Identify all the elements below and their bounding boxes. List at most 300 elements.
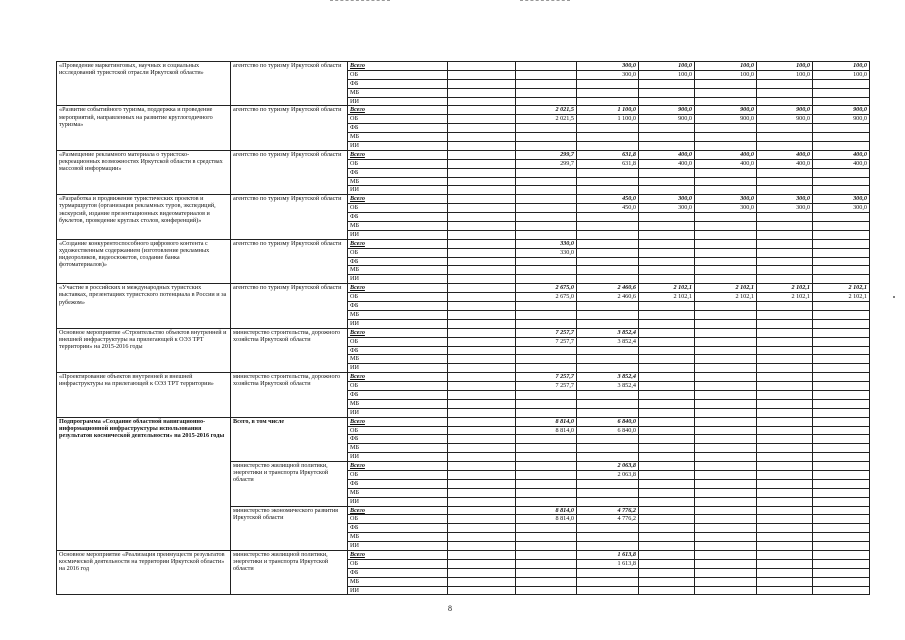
value-cell-empty xyxy=(448,284,516,293)
value-cell xyxy=(577,248,639,257)
measure-name: «Проведение маркетинговых, научных и социальных исследований туристской отрасли Иркутской области» xyxy=(57,62,231,106)
value-cell: 3 852,4 xyxy=(577,382,639,391)
funding-source: ИИ xyxy=(348,275,448,284)
value-cell xyxy=(577,390,639,399)
value-cell xyxy=(757,222,813,231)
value-cell-empty xyxy=(448,168,516,177)
value-cell xyxy=(516,142,577,151)
value-cell xyxy=(639,399,695,408)
value-cell xyxy=(577,435,639,444)
value-cell xyxy=(516,213,577,222)
value-cell-empty xyxy=(448,559,516,568)
value-cell xyxy=(813,230,870,239)
value-cell xyxy=(695,364,757,373)
funding-source: ОБ xyxy=(348,248,448,257)
value-cell-empty xyxy=(448,346,516,355)
value-cell-empty xyxy=(448,248,516,257)
value-cell xyxy=(757,497,813,506)
funding-source: ФБ xyxy=(348,479,448,488)
value-cell xyxy=(516,462,577,471)
value-cell: 3 852,4 xyxy=(577,337,639,346)
value-cell xyxy=(639,408,695,417)
value-cell: 100,0 xyxy=(639,62,695,71)
table-row xyxy=(57,284,870,293)
value-cell xyxy=(516,124,577,133)
value-cell xyxy=(695,399,757,408)
value-cell xyxy=(639,88,695,97)
value-cell: 8 814,0 xyxy=(516,515,577,524)
funding-source: ФБ xyxy=(348,124,448,133)
value-cell xyxy=(695,142,757,151)
value-cell xyxy=(813,515,870,524)
value-cell xyxy=(813,319,870,328)
value-cell xyxy=(577,524,639,533)
executor-name: агентство по туризму Иркутской области xyxy=(231,195,348,239)
value-cell xyxy=(639,390,695,399)
value-cell xyxy=(516,310,577,319)
value-cell xyxy=(813,426,870,435)
value-cell xyxy=(695,550,757,559)
value-cell xyxy=(577,124,639,133)
value-cell: 300,0 xyxy=(695,204,757,213)
funding-source: ИИ xyxy=(348,364,448,373)
value-cell: 2 102,1 xyxy=(757,293,813,302)
executor-name: агентство по туризму Иркутской области xyxy=(231,62,348,106)
value-cell: 300,0 xyxy=(639,204,695,213)
value-cell: 300,0 xyxy=(639,195,695,204)
value-cell-empty xyxy=(448,506,516,515)
scan-speck xyxy=(893,296,895,298)
funding-source: Всего xyxy=(348,239,448,248)
value-cell-empty xyxy=(448,382,516,391)
value-cell: 900,0 xyxy=(639,106,695,115)
value-cell-empty xyxy=(448,364,516,373)
value-cell-empty xyxy=(448,88,516,97)
value-cell xyxy=(757,230,813,239)
value-cell-empty xyxy=(448,550,516,559)
value-cell xyxy=(516,390,577,399)
value-cell-empty xyxy=(448,435,516,444)
value-cell xyxy=(813,417,870,426)
value-cell xyxy=(516,346,577,355)
value-cell: 2 675,0 xyxy=(516,284,577,293)
value-cell xyxy=(813,186,870,195)
funding-source: ОБ xyxy=(348,115,448,124)
value-cell xyxy=(639,257,695,266)
value-cell xyxy=(639,426,695,435)
value-cell xyxy=(813,382,870,391)
value-cell xyxy=(695,133,757,142)
value-cell xyxy=(577,408,639,417)
value-cell xyxy=(813,328,870,337)
value-cell xyxy=(757,542,813,551)
value-cell xyxy=(577,275,639,284)
value-cell xyxy=(639,355,695,364)
value-cell xyxy=(757,568,813,577)
value-cell-empty xyxy=(448,177,516,186)
value-cell xyxy=(695,97,757,106)
value-cell xyxy=(516,302,577,311)
value-cell-empty xyxy=(448,542,516,551)
value-cell xyxy=(639,470,695,479)
value-cell: 330,0 xyxy=(516,239,577,248)
value-cell xyxy=(577,364,639,373)
value-cell xyxy=(695,168,757,177)
value-cell-empty xyxy=(448,159,516,168)
value-cell: 300,0 xyxy=(757,195,813,204)
measure-name: Основное мероприятие «Реализация преимуществ результатов космической деятельности на территории Иркутской области» на 2016 год xyxy=(57,550,231,594)
value-cell xyxy=(695,355,757,364)
funding-source: МБ xyxy=(348,577,448,586)
value-cell xyxy=(813,124,870,133)
value-cell xyxy=(516,577,577,586)
value-cell-empty xyxy=(448,453,516,462)
value-cell-empty xyxy=(448,195,516,204)
value-cell xyxy=(813,168,870,177)
value-cell xyxy=(757,328,813,337)
funding-source: МБ xyxy=(348,355,448,364)
value-cell xyxy=(516,70,577,79)
value-cell xyxy=(813,79,870,88)
value-cell: 100,0 xyxy=(813,70,870,79)
value-cell xyxy=(757,168,813,177)
value-cell xyxy=(639,364,695,373)
value-cell xyxy=(639,382,695,391)
table-row xyxy=(57,373,870,382)
funding-source: Всего xyxy=(348,373,448,382)
value-cell xyxy=(695,239,757,248)
funding-source: ОБ xyxy=(348,470,448,479)
value-cell xyxy=(757,355,813,364)
value-cell xyxy=(813,310,870,319)
value-cell: 450,0 xyxy=(577,204,639,213)
funding-source: ИИ xyxy=(348,586,448,595)
value-cell xyxy=(757,213,813,222)
value-cell xyxy=(695,213,757,222)
value-cell xyxy=(639,479,695,488)
value-cell-empty xyxy=(448,70,516,79)
value-cell xyxy=(639,302,695,311)
value-cell-empty xyxy=(448,497,516,506)
value-cell xyxy=(757,275,813,284)
value-cell xyxy=(757,364,813,373)
table-row xyxy=(57,417,870,426)
value-cell-empty xyxy=(448,408,516,417)
value-cell: 7 257,7 xyxy=(516,328,577,337)
value-cell xyxy=(695,222,757,231)
value-cell xyxy=(813,275,870,284)
value-cell xyxy=(695,559,757,568)
value-cell xyxy=(757,426,813,435)
value-cell xyxy=(757,337,813,346)
value-cell xyxy=(813,266,870,275)
value-cell xyxy=(813,355,870,364)
value-cell xyxy=(639,533,695,542)
value-cell: 100,0 xyxy=(813,62,870,71)
value-cell xyxy=(577,533,639,542)
funding-source: ОБ xyxy=(348,70,448,79)
funding-source: ФБ xyxy=(348,346,448,355)
value-cell xyxy=(516,542,577,551)
value-cell: 900,0 xyxy=(813,106,870,115)
value-cell: 7 257,7 xyxy=(516,373,577,382)
funding-source: ОБ xyxy=(348,559,448,568)
funding-source: ОБ xyxy=(348,382,448,391)
value-cell xyxy=(639,506,695,515)
funding-source: ОБ xyxy=(348,293,448,302)
value-cell xyxy=(695,444,757,453)
funding-source: Всего xyxy=(348,62,448,71)
value-cell: 1 100,0 xyxy=(577,106,639,115)
funding-source: Всего xyxy=(348,417,448,426)
value-cell xyxy=(695,453,757,462)
value-cell xyxy=(577,319,639,328)
funding-source: ИИ xyxy=(348,186,448,195)
value-cell xyxy=(757,239,813,248)
value-cell: 8 814,0 xyxy=(516,417,577,426)
value-cell-empty xyxy=(448,568,516,577)
funding-source: ИИ xyxy=(348,497,448,506)
funding-source: МБ xyxy=(348,133,448,142)
value-cell xyxy=(577,222,639,231)
value-cell xyxy=(695,310,757,319)
value-cell xyxy=(516,533,577,542)
value-cell xyxy=(695,435,757,444)
value-cell xyxy=(577,88,639,97)
value-cell xyxy=(695,577,757,586)
value-cell: 300,0 xyxy=(577,62,639,71)
value-cell: 299,7 xyxy=(516,150,577,159)
value-cell: 400,0 xyxy=(757,159,813,168)
value-cell-empty xyxy=(448,79,516,88)
value-cell: 2 021,5 xyxy=(516,106,577,115)
value-cell: 2 021,5 xyxy=(516,115,577,124)
value-cell xyxy=(695,586,757,595)
value-cell xyxy=(577,257,639,266)
value-cell: 300,0 xyxy=(813,195,870,204)
value-cell: 900,0 xyxy=(813,115,870,124)
value-cell xyxy=(813,302,870,311)
value-cell xyxy=(757,373,813,382)
value-cell xyxy=(639,168,695,177)
value-cell xyxy=(516,488,577,497)
funding-source: МБ xyxy=(348,266,448,275)
funding-source: Всего xyxy=(348,284,448,293)
value-cell xyxy=(813,444,870,453)
value-cell: 6 840,0 xyxy=(577,426,639,435)
value-cell xyxy=(757,382,813,391)
value-cell-empty xyxy=(448,150,516,159)
value-cell xyxy=(757,559,813,568)
value-cell xyxy=(695,524,757,533)
value-cell xyxy=(813,373,870,382)
value-cell xyxy=(813,399,870,408)
funding-source: ФБ xyxy=(348,257,448,266)
value-cell xyxy=(757,266,813,275)
value-cell xyxy=(695,230,757,239)
value-cell xyxy=(813,559,870,568)
funding-source: ОБ xyxy=(348,159,448,168)
funding-source: МБ xyxy=(348,533,448,542)
value-cell xyxy=(813,213,870,222)
executor-name: министерство строительства, дорожного хозяйства Иркутской области xyxy=(231,373,348,417)
value-cell-empty xyxy=(448,302,516,311)
value-cell xyxy=(639,133,695,142)
value-cell xyxy=(639,337,695,346)
value-cell xyxy=(757,133,813,142)
value-cell: 4 776,2 xyxy=(577,515,639,524)
value-cell xyxy=(516,133,577,142)
value-cell xyxy=(639,230,695,239)
value-cell xyxy=(695,275,757,284)
value-cell xyxy=(757,97,813,106)
value-cell: 2 460,6 xyxy=(577,284,639,293)
value-cell xyxy=(813,550,870,559)
value-cell xyxy=(813,364,870,373)
value-cell xyxy=(757,346,813,355)
value-cell xyxy=(757,524,813,533)
executor-name: министерство строительства, дорожного хозяйства Иркутской области xyxy=(231,328,348,372)
funding-source: ФБ xyxy=(348,168,448,177)
value-cell xyxy=(516,222,577,231)
value-cell xyxy=(516,444,577,453)
value-cell-empty xyxy=(448,293,516,302)
value-cell xyxy=(639,550,695,559)
value-cell xyxy=(577,79,639,88)
value-cell xyxy=(757,417,813,426)
value-cell: 2 102,1 xyxy=(695,284,757,293)
value-cell xyxy=(757,470,813,479)
value-cell-empty xyxy=(448,97,516,106)
value-cell xyxy=(757,142,813,151)
value-cell xyxy=(757,408,813,417)
funding-source: МБ xyxy=(348,88,448,97)
value-cell-empty xyxy=(448,355,516,364)
value-cell xyxy=(577,186,639,195)
value-cell-empty xyxy=(448,444,516,453)
value-cell xyxy=(577,577,639,586)
value-cell xyxy=(695,177,757,186)
funding-source: ФБ xyxy=(348,435,448,444)
funding-source: ИИ xyxy=(348,230,448,239)
value-cell: 900,0 xyxy=(757,106,813,115)
value-cell xyxy=(695,479,757,488)
value-cell xyxy=(516,435,577,444)
funding-source: ОБ xyxy=(348,515,448,524)
funding-source: ФБ xyxy=(348,302,448,311)
value-cell xyxy=(695,266,757,275)
value-cell: 7 257,7 xyxy=(516,337,577,346)
funding-source: МБ xyxy=(348,444,448,453)
value-cell: 2 102,1 xyxy=(757,284,813,293)
value-cell: 100,0 xyxy=(695,62,757,71)
value-cell xyxy=(639,310,695,319)
funding-source: МБ xyxy=(348,399,448,408)
executor-name: министерство экономического развития Иркутской области xyxy=(231,506,348,550)
funding-source: ОБ xyxy=(348,204,448,213)
budget-table xyxy=(56,61,870,595)
value-cell xyxy=(757,79,813,88)
value-cell: 900,0 xyxy=(695,115,757,124)
value-cell-empty xyxy=(448,222,516,231)
value-cell xyxy=(639,586,695,595)
page-number: 8 xyxy=(448,604,452,613)
value-cell xyxy=(813,533,870,542)
value-cell-empty xyxy=(448,124,516,133)
funding-source: ИИ xyxy=(348,542,448,551)
value-cell xyxy=(695,319,757,328)
value-cell-empty xyxy=(448,142,516,151)
value-cell xyxy=(639,497,695,506)
measure-name: «Развитие событийного туризма, поддержка и проведение мероприятий, направленных на развитие круглогодичного туризма» xyxy=(57,106,231,150)
value-cell xyxy=(757,577,813,586)
value-cell xyxy=(813,506,870,515)
executor-name: агентство по туризму Иркутской области xyxy=(231,239,348,283)
value-cell xyxy=(813,222,870,231)
funding-source: Всего xyxy=(348,195,448,204)
value-cell xyxy=(516,470,577,479)
value-cell xyxy=(639,524,695,533)
value-cell: 631,8 xyxy=(577,150,639,159)
value-cell xyxy=(757,444,813,453)
value-cell xyxy=(516,586,577,595)
value-cell xyxy=(516,62,577,71)
value-cell: 3 852,4 xyxy=(577,328,639,337)
value-cell xyxy=(639,417,695,426)
value-cell xyxy=(516,186,577,195)
value-cell xyxy=(813,542,870,551)
funding-source: ИИ xyxy=(348,319,448,328)
value-cell xyxy=(639,266,695,275)
value-cell xyxy=(516,399,577,408)
table-body xyxy=(57,62,870,595)
value-cell-empty xyxy=(448,533,516,542)
value-cell: 300,0 xyxy=(813,204,870,213)
value-cell xyxy=(577,213,639,222)
funding-source: Всего xyxy=(348,462,448,471)
value-cell xyxy=(516,275,577,284)
value-cell: 900,0 xyxy=(757,115,813,124)
value-cell: 6 840,0 xyxy=(577,417,639,426)
value-cell xyxy=(577,177,639,186)
value-cell xyxy=(813,97,870,106)
table-row xyxy=(57,239,870,248)
value-cell xyxy=(577,133,639,142)
executor-name: агентство по туризму Иркутской области xyxy=(231,106,348,150)
value-cell: 330,0 xyxy=(516,248,577,257)
value-cell xyxy=(639,142,695,151)
value-cell xyxy=(757,257,813,266)
value-cell: 8 814,0 xyxy=(516,426,577,435)
table-row xyxy=(57,62,870,71)
value-cell: 4 776,2 xyxy=(577,506,639,515)
value-cell xyxy=(516,453,577,462)
value-cell xyxy=(695,257,757,266)
value-cell-empty xyxy=(448,488,516,497)
value-cell-empty xyxy=(448,479,516,488)
value-cell xyxy=(516,524,577,533)
value-cell xyxy=(813,435,870,444)
value-cell xyxy=(516,168,577,177)
value-cell-empty xyxy=(448,399,516,408)
value-cell xyxy=(577,310,639,319)
value-cell xyxy=(757,399,813,408)
value-cell xyxy=(577,346,639,355)
value-cell: 2 063,8 xyxy=(577,470,639,479)
value-cell xyxy=(639,239,695,248)
value-cell xyxy=(516,479,577,488)
value-cell xyxy=(639,577,695,586)
